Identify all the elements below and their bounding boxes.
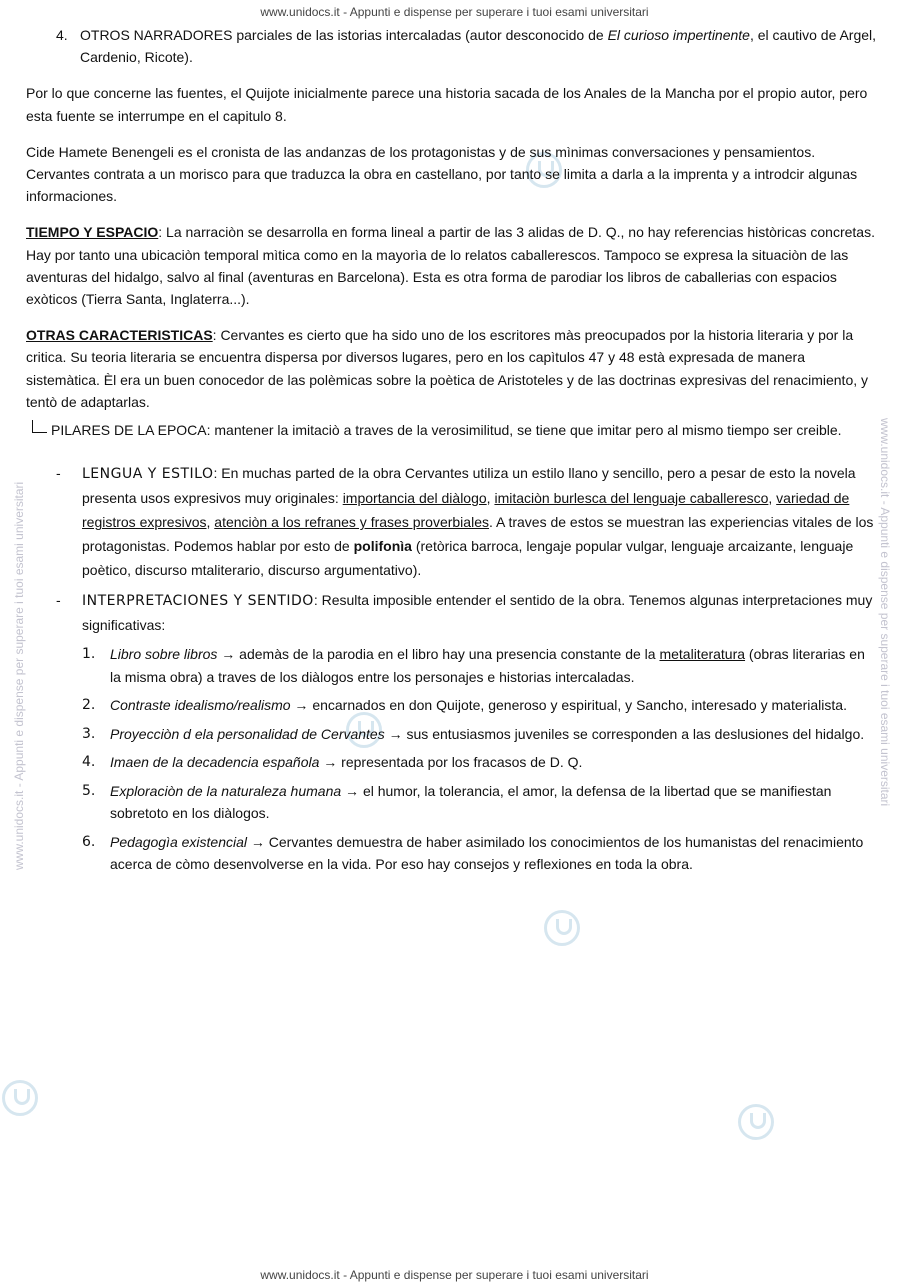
item-number: 4. — [56, 27, 68, 43]
list-item: 1. Libro sobre libros → ademàs de la parodia en el libro hay una presencia constante de la metaliteratura (obras literarias en la misma obra) a traves de los diàlogos entre los personajes e historias intercaladas. — [82, 646, 865, 685]
heading-otras: OTRAS CARACTERISTICAS — [26, 327, 213, 344]
list-item: 6. Pedagogìa existencial → Cervantes demuestra de haber asimilado los conocimientos de los humanistas del renacimiento acerca de còmo desenvolverse en la vida. Por eso hay consejos y reflexiones en toda la obra. — [82, 833, 864, 873]
paragraph-pilares: PILARES DE LA EPOCA: mantener la imitaciò a traves de la verosimilitud, se tiene que imitar pero al mismo tiempo ser creible. — [26, 419, 878, 441]
arrow-right-icon: → — [341, 782, 363, 799]
arrow-right-icon: → — [290, 697, 313, 714]
document-page — [26, 24, 878, 882]
arrow-right-icon: → — [217, 646, 240, 663]
arrow-right-icon: → — [319, 754, 342, 771]
interpretaciones-item: - INTERPRETACIONES Y SENTIDO: Resulta imposible entender el sentido de la obra. Tenemos algunas interpretaciones muy significativas: — [56, 592, 873, 634]
watermark-top: www.unidocs.it - Appunti e dispense per superare i tuoi esami universitari — [260, 5, 649, 19]
list-item: 4. Imaen de la decadencia española → representada por los fracasos de D. Q. — [82, 754, 583, 771]
corner-arrow-icon — [32, 420, 47, 433]
heading-interpretaciones: INTERPRETACIONES Y SENTIDO — [82, 593, 314, 610]
watermark-left: www.unidocs.it - Appunti e dispense per superare i tuoi esami universitari — [12, 481, 26, 870]
list-item: 2. Contraste idealismo/realismo → encarnados en don Quijote, generoso y espiritual, y Sancho, interesado y materialista. — [82, 697, 847, 714]
watermark-logo-icon — [544, 910, 580, 946]
paragraph-tiempo: TIEMPO Y ESPACIO: La narraciòn se desarrolla en forma lineal a partir de las 3 alidas de D. Q., no hay referencias històricas concretas. Hay por tanto una ubicaciòn temporal mìtica como en la mayorìa de lo relatos caballerescos. Tampoco se expresa la situaciòn de las aventuras del hidalgo, salvo al final (aventuras en Barcelona). Esta es otra forma de parodiar los libros de caballerias con espacios exòticos (Tierra Santa, Inglaterra...). — [26, 224, 875, 308]
watermark-logo-icon — [2, 1080, 38, 1116]
paragraph-fuentes: Por lo que concerne las fuentes, el Quijote inicialmente parece una historia sacada de los Anales de la Mancha por el propio autor, pero esta fuente se interrumpe en el capitulo 8. — [26, 85, 868, 124]
paragraph-otras: OTRAS CARACTERISTICAS: Cervantes es cierto que ha sido uno de los escritores màs preocupados por la historia literaria y por la critica. Su teoria literaria se encuentra dispersa por diversos lugares, pero en los capìtulos 47 y 48 està expresada de manera sistemàtica. Èl era un buen conocedor de las polèmicas sobre la poètica de Aristoteles y de las doctrinas expresivas del renacimiento, y tentò de adaptarlas. — [26, 327, 869, 410]
watermark-logo-icon — [738, 1104, 774, 1140]
heading-lengua: LENGUA Y ESTILO — [82, 466, 214, 483]
item-text: OTROS NARRADORES parciales de las istorias intercaladas (autor desconocido de El curioso impertinente, el cautivo de Argel, Cardenio, Ricote). — [80, 27, 877, 66]
heading-tiempo: TIEMPO Y ESPACIO — [26, 224, 159, 241]
paragraph-cide: Cide Hamete Benengeli es el cronista de las andanzas de los protagonistas y de sus mìnimas conversaciones y pensamientos. Cervantes contrata a un morisco para que traduzca la obra en castellano, por tanto se limita a darla a la imprenta y a introdcir algunas informaciones. — [26, 143, 858, 205]
arrow-right-icon: → — [247, 833, 269, 850]
watermark-bottom: www.unidocs.it - Appunti e dispense per superare i tuoi esami universitari — [260, 1268, 649, 1282]
arrow-right-icon: → — [384, 725, 407, 742]
list-item: 3. Proyecciòn d ela personalidad de Cervantes → sus entusiasmos juveniles se corresponden a las deslusiones del hidalgo. — [82, 725, 865, 742]
lengua-item: - LENGUA Y ESTILO: En muchas parted de la obra Cervantes utiliza un estilo llano y sencillo, pero a pesar de esto la novela presenta usos expresivos muy originales: importancia del diàlogo, imitaciòn burlesca del lenguaje caballeresco, variedad de registros expresivos, atenciòn a los refranes y frases proverbiales. A traves de estos se muestran las experiencias vitales de los protagonistas. Podemos hablar por esto de polifonìa (retòrica barroca, lengaje popular vulgar, lenguaje arcaizante, lenguaje poètico, discurso mtaliterario, discurso argumentativo). — [56, 465, 874, 579]
interpretaciones-list — [82, 643, 878, 876]
list-item: 5. Exploraciòn de la naturaleza humana → el humor, la tolerancia, el amor, la defensa de la libertad que se manifiestan sobretoto en los diàlogos. — [82, 782, 832, 822]
watermark-right: www.unidocs.it - Appunti e dispense per superare i tuoi esami universitari — [878, 418, 892, 807]
narradores-item — [26, 24, 878, 68]
